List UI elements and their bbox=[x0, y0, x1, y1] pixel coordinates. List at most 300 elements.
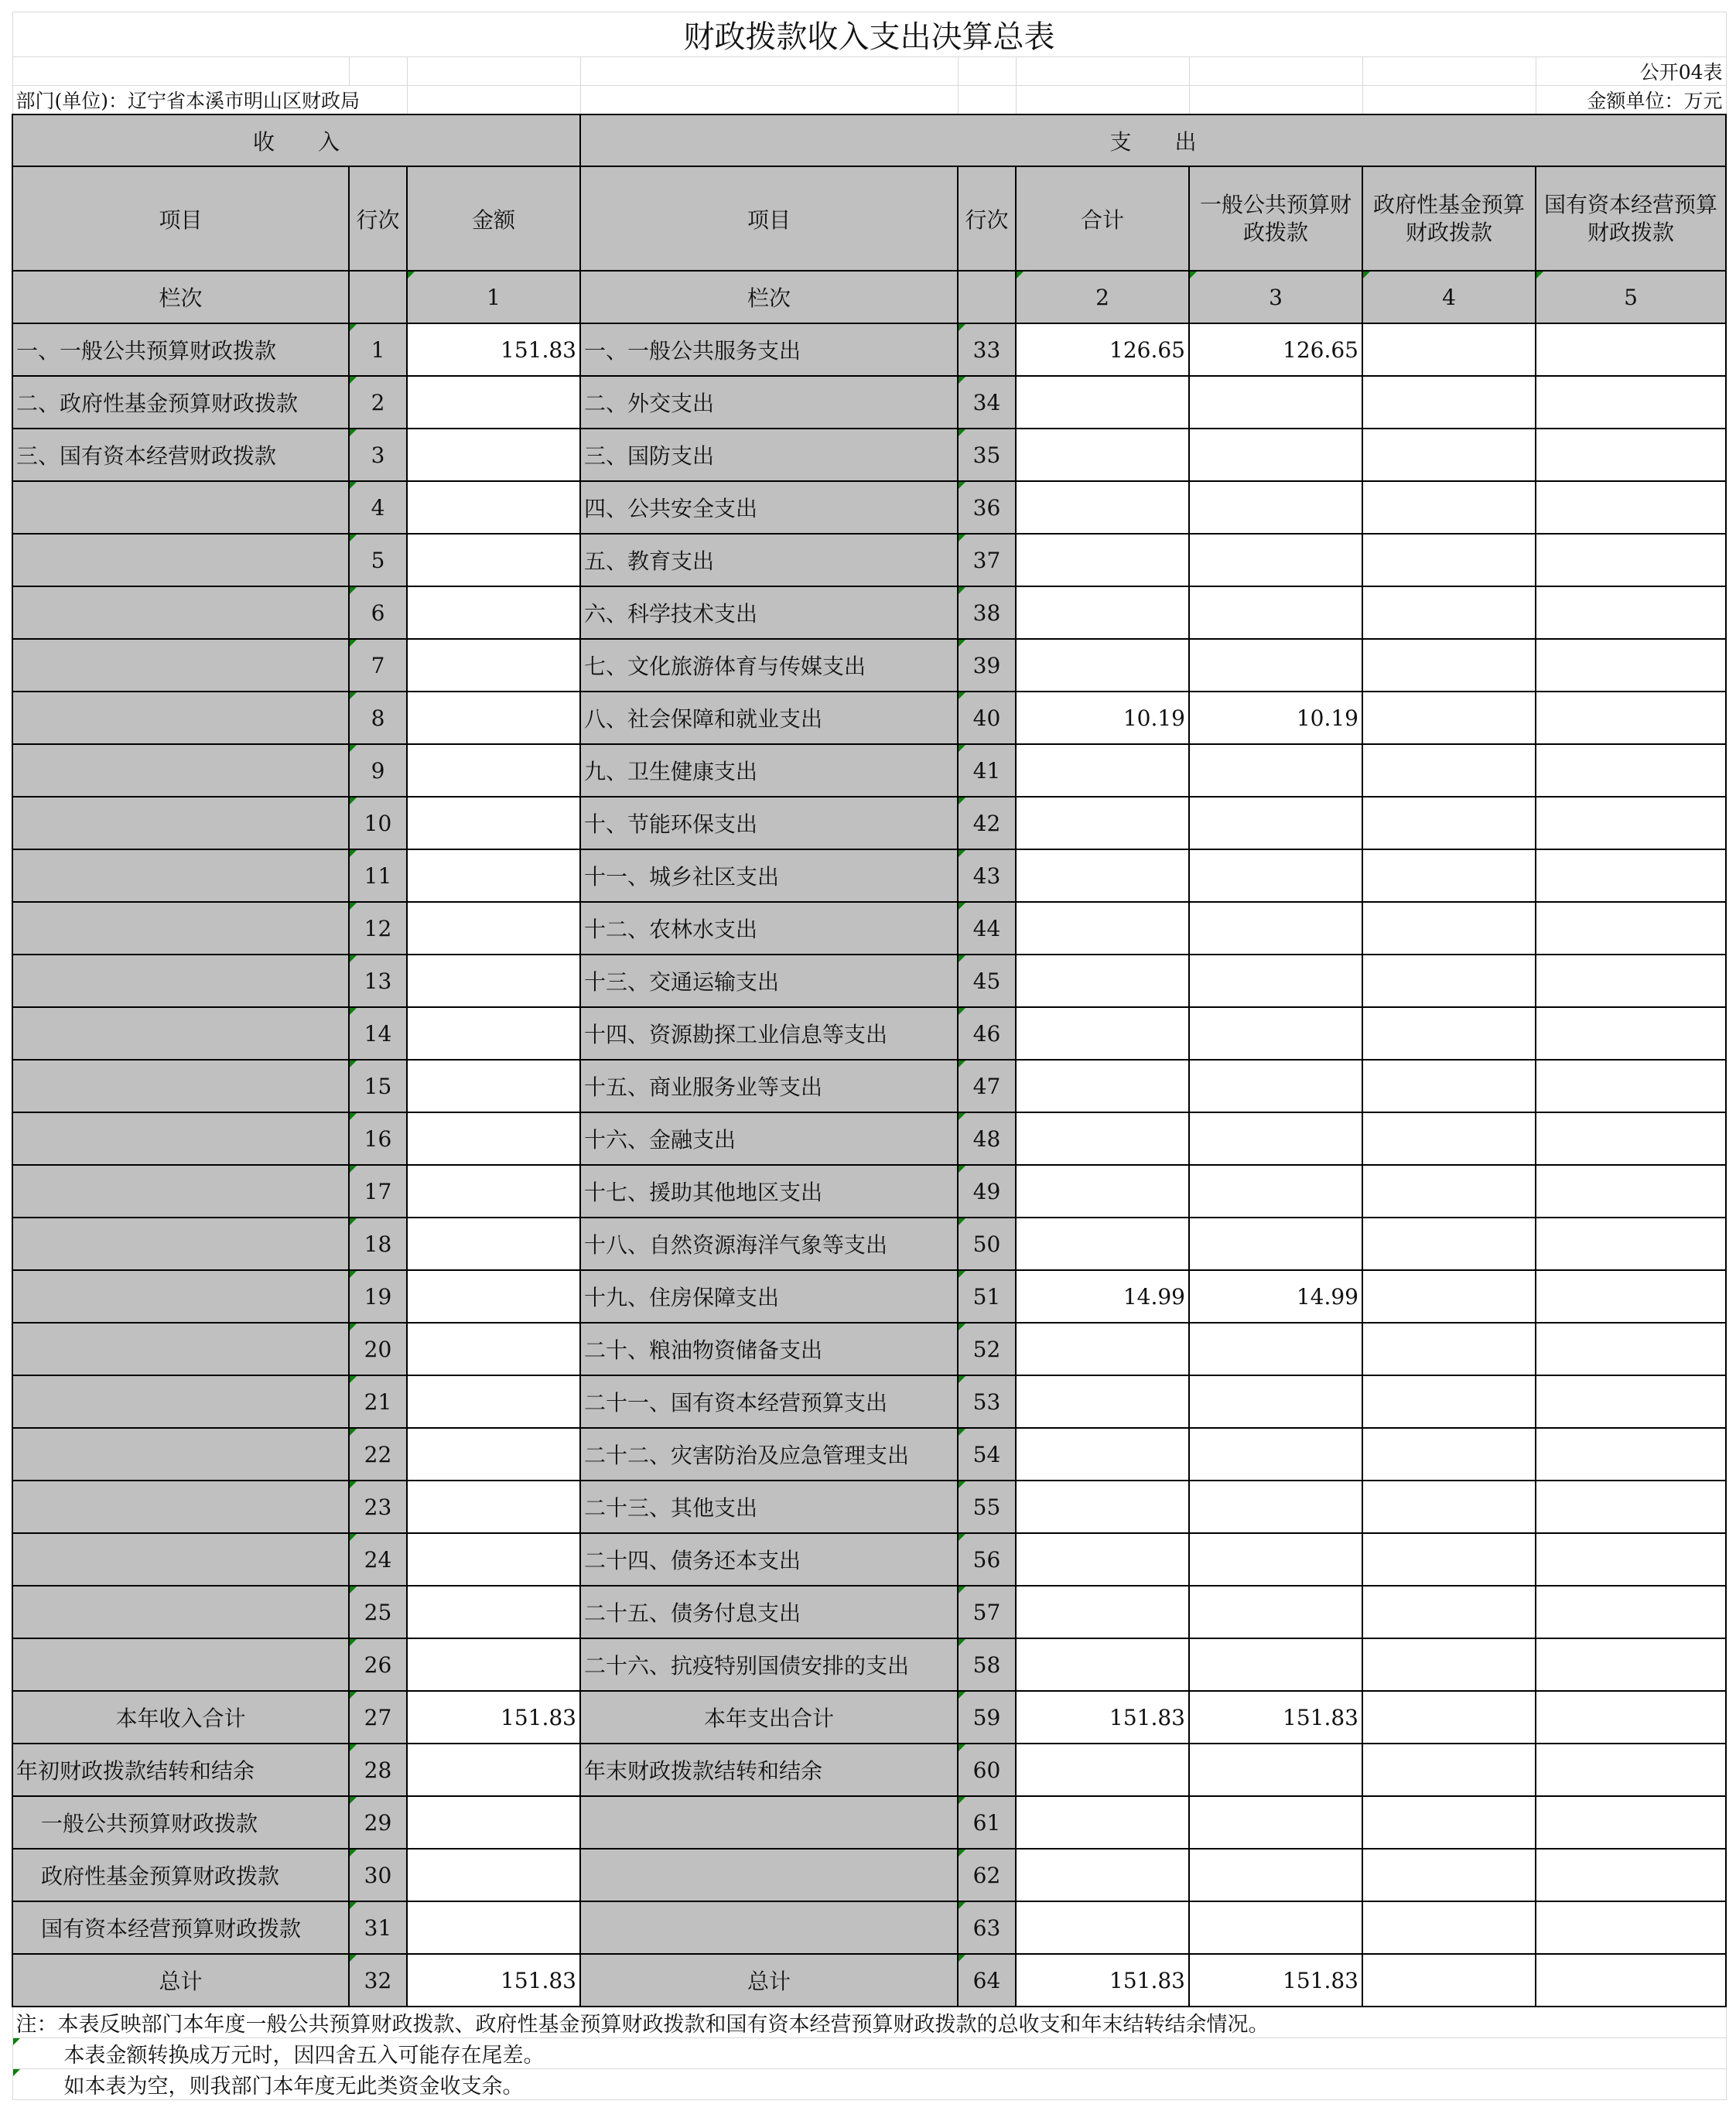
expense-line-no: 33 bbox=[958, 323, 1016, 376]
income-item bbox=[12, 586, 349, 639]
expense-item: 三、国防支出 bbox=[580, 429, 958, 481]
income-item: 三、国有资本经营财政拨款 bbox=[12, 429, 349, 481]
col-index-label: 栏次 bbox=[12, 271, 349, 323]
income-item bbox=[12, 1428, 349, 1481]
income-amount[interactable]: 151.83 bbox=[407, 1691, 580, 1744]
expense-fund-budget[interactable] bbox=[1362, 534, 1536, 586]
expense-fund-budget[interactable] bbox=[1362, 1165, 1536, 1218]
expense-total[interactable] bbox=[1016, 1323, 1189, 1375]
expense-total[interactable] bbox=[1016, 1165, 1189, 1218]
expense-fund-budget[interactable] bbox=[1362, 1533, 1536, 1586]
income-line-no: 23 bbox=[349, 1481, 407, 1533]
expense-state-capital[interactable] bbox=[1536, 1533, 1726, 1586]
table-row bbox=[12, 429, 1726, 481]
table-row bbox=[12, 1165, 1726, 1218]
expense-line-no: 42 bbox=[958, 797, 1016, 849]
expense-general-budget[interactable]: 151.83 bbox=[1189, 1691, 1362, 1744]
expense-item: 二十五、债务付息支出 bbox=[580, 1586, 958, 1638]
note-line: 如本表为空，则我部门本年度无此类资金收支余。 bbox=[12, 2069, 1726, 2100]
table-row bbox=[12, 744, 1726, 797]
income-line-no: 28 bbox=[349, 1744, 407, 1796]
expense-fund-budget[interactable] bbox=[1362, 1481, 1536, 1533]
income-item: 二、政府性基金预算财政拨款 bbox=[12, 376, 349, 429]
income-item bbox=[12, 797, 349, 849]
expense-total[interactable] bbox=[1016, 1060, 1189, 1112]
expense-fund-budget[interactable] bbox=[1362, 1060, 1536, 1112]
expense-fund-budget[interactable] bbox=[1362, 1954, 1536, 2007]
income-amount[interactable] bbox=[407, 1481, 580, 1533]
expense-total[interactable] bbox=[1016, 1586, 1189, 1638]
expense-general-budget[interactable] bbox=[1189, 902, 1362, 955]
expense-total[interactable] bbox=[1016, 1481, 1189, 1533]
col-index-blank bbox=[349, 271, 407, 323]
income-line-no: 25 bbox=[349, 1586, 407, 1638]
expense-state-capital[interactable] bbox=[1536, 534, 1726, 586]
income-item: 政府性基金预算财政拨款 bbox=[12, 1849, 349, 1901]
income-amount[interactable] bbox=[407, 1849, 580, 1901]
income-amount[interactable] bbox=[407, 534, 580, 586]
income-item: 年初财政拨款结转和结余 bbox=[12, 1744, 349, 1796]
expense-total[interactable] bbox=[1016, 1533, 1189, 1586]
expense-line-no: 47 bbox=[958, 1060, 1016, 1112]
income-item bbox=[12, 1060, 349, 1112]
expense-item: 十四、资源勘探工业信息等支出 bbox=[580, 1007, 958, 1060]
income-item bbox=[12, 1638, 349, 1691]
income-amount[interactable] bbox=[407, 1638, 580, 1691]
income-line-no: 4 bbox=[349, 481, 407, 534]
expense-state-capital[interactable] bbox=[1536, 1849, 1726, 1901]
expense-state-capital[interactable] bbox=[1536, 1481, 1726, 1533]
expense-general-budget[interactable] bbox=[1189, 849, 1362, 902]
table-row bbox=[12, 1744, 1726, 1796]
expense-state-capital[interactable] bbox=[1536, 1060, 1726, 1112]
table-row bbox=[12, 1638, 1726, 1691]
expense-state-capital[interactable] bbox=[1536, 955, 1726, 1007]
expense-state-capital[interactable] bbox=[1536, 1744, 1726, 1796]
table-row bbox=[12, 1691, 1726, 1744]
table-row bbox=[12, 797, 1726, 849]
income-amount[interactable] bbox=[407, 1165, 580, 1218]
income-amount[interactable] bbox=[407, 902, 580, 955]
expense-total[interactable] bbox=[1016, 534, 1189, 586]
department-label: 部门(单位)：辽宁省本溪市明山区财政局 bbox=[12, 86, 407, 115]
table-row bbox=[12, 1218, 1726, 1270]
income-amount[interactable] bbox=[407, 692, 580, 744]
income-amount[interactable]: 151.83 bbox=[407, 1954, 580, 2007]
income-amount[interactable] bbox=[407, 1586, 580, 1638]
expense-total[interactable] bbox=[1016, 1796, 1189, 1849]
income-line-no: 14 bbox=[349, 1007, 407, 1060]
expense-general-budget[interactable] bbox=[1189, 534, 1362, 586]
table-row bbox=[12, 481, 1726, 534]
income-amount[interactable] bbox=[407, 1428, 580, 1481]
expense-total[interactable] bbox=[1016, 849, 1189, 902]
col-header-state-capital: 国有资本经营预算财政拨款 bbox=[1536, 166, 1726, 271]
expense-total[interactable] bbox=[1016, 902, 1189, 955]
income-line-no: 32 bbox=[349, 1954, 407, 2007]
expense-line-no: 48 bbox=[958, 1112, 1016, 1165]
expense-line-no: 58 bbox=[958, 1638, 1016, 1691]
col-header-income-amount: 金额 bbox=[407, 166, 580, 271]
income-item bbox=[12, 692, 349, 744]
expense-line-no: 63 bbox=[958, 1901, 1016, 1954]
expense-item: 十八、自然资源海洋气象等支出 bbox=[580, 1218, 958, 1270]
spreadsheet bbox=[12, 12, 1725, 2100]
income-line-no: 7 bbox=[349, 639, 407, 692]
col-index-5: 5 bbox=[1536, 271, 1726, 323]
income-item bbox=[12, 849, 349, 902]
expense-line-no: 54 bbox=[958, 1428, 1016, 1481]
expense-item: 五、教育支出 bbox=[580, 534, 958, 586]
expense-line-no: 52 bbox=[958, 1323, 1016, 1375]
expense-fund-budget[interactable] bbox=[1362, 1112, 1536, 1165]
expense-total[interactable] bbox=[1016, 1849, 1189, 1901]
expense-item: 二十三、其他支出 bbox=[580, 1481, 958, 1533]
expense-item bbox=[580, 1849, 958, 1901]
expense-item: 十二、农林水支出 bbox=[580, 902, 958, 955]
expense-general-budget[interactable] bbox=[1189, 1901, 1362, 1954]
expense-fund-budget[interactable] bbox=[1362, 1691, 1536, 1744]
expense-line-no: 50 bbox=[958, 1218, 1016, 1270]
expense-line-no: 61 bbox=[958, 1796, 1016, 1849]
expense-general-budget[interactable]: 126.65 bbox=[1189, 323, 1362, 376]
table-row bbox=[12, 1954, 1726, 2007]
income-amount[interactable] bbox=[407, 955, 580, 1007]
table-row bbox=[12, 1481, 1726, 1533]
expense-fund-budget[interactable] bbox=[1362, 1796, 1536, 1849]
income-amount[interactable] bbox=[407, 429, 580, 481]
expense-line-no: 51 bbox=[958, 1270, 1016, 1323]
table-row bbox=[12, 1586, 1726, 1638]
expense-total[interactable]: 126.65 bbox=[1016, 323, 1189, 376]
expense-general-budget[interactable] bbox=[1189, 1533, 1362, 1586]
income-line-no: 12 bbox=[349, 902, 407, 955]
expense-fund-budget[interactable] bbox=[1362, 692, 1536, 744]
expense-general-budget[interactable]: 151.83 bbox=[1189, 1954, 1362, 2007]
expense-fund-budget[interactable] bbox=[1362, 902, 1536, 955]
expense-item: 十九、住房保障支出 bbox=[580, 1270, 958, 1323]
table-row bbox=[12, 586, 1726, 639]
expense-fund-budget[interactable] bbox=[1362, 1849, 1536, 1901]
expense-total[interactable] bbox=[1016, 955, 1189, 1007]
expense-general-budget[interactable] bbox=[1189, 376, 1362, 429]
expense-state-capital[interactable] bbox=[1536, 744, 1726, 797]
expense-line-no: 34 bbox=[958, 376, 1016, 429]
income-line-no: 10 bbox=[349, 797, 407, 849]
expense-item: 本年支出合计 bbox=[580, 1691, 958, 1744]
expense-item: 四、公共安全支出 bbox=[580, 481, 958, 534]
expense-line-no: 64 bbox=[958, 1954, 1016, 2007]
income-amount[interactable] bbox=[407, 1007, 580, 1060]
expense-item: 总计 bbox=[580, 1954, 958, 2007]
expense-general-budget[interactable] bbox=[1189, 744, 1362, 797]
expense-total[interactable] bbox=[1016, 744, 1189, 797]
expense-state-capital[interactable] bbox=[1536, 1218, 1726, 1270]
income-line-no: 22 bbox=[349, 1428, 407, 1481]
income-item bbox=[12, 639, 349, 692]
income-line-no: 31 bbox=[349, 1901, 407, 1954]
expense-item: 十三、交通运输支出 bbox=[580, 955, 958, 1007]
expense-item: 八、社会保障和就业支出 bbox=[580, 692, 958, 744]
expense-general-budget[interactable] bbox=[1189, 429, 1362, 481]
expense-general-budget[interactable] bbox=[1189, 1323, 1362, 1375]
income-line-no: 9 bbox=[349, 744, 407, 797]
table-row bbox=[12, 1323, 1726, 1375]
col-index-2: 2 bbox=[1016, 271, 1189, 323]
expense-general-budget[interactable] bbox=[1189, 955, 1362, 1007]
expense-fund-budget[interactable] bbox=[1362, 797, 1536, 849]
income-amount[interactable] bbox=[407, 1375, 580, 1428]
table-row bbox=[12, 1849, 1726, 1901]
income-amount[interactable] bbox=[407, 797, 580, 849]
expense-state-capital[interactable] bbox=[1536, 692, 1726, 744]
expense-state-capital[interactable] bbox=[1536, 639, 1726, 692]
expense-item bbox=[580, 1796, 958, 1849]
expense-general-budget[interactable] bbox=[1189, 1428, 1362, 1481]
expense-general-budget[interactable] bbox=[1189, 1796, 1362, 1849]
expense-line-no: 36 bbox=[958, 481, 1016, 534]
expense-state-capital[interactable] bbox=[1536, 849, 1726, 902]
expense-line-no: 56 bbox=[958, 1533, 1016, 1586]
table-row bbox=[12, 1375, 1726, 1428]
expense-fund-budget[interactable] bbox=[1362, 586, 1536, 639]
income-line-no: 11 bbox=[349, 849, 407, 902]
expense-total[interactable]: 14.99 bbox=[1016, 1270, 1189, 1323]
expense-state-capital[interactable] bbox=[1536, 1428, 1726, 1481]
expense-general-budget[interactable] bbox=[1189, 1112, 1362, 1165]
expense-general-budget[interactable] bbox=[1189, 1165, 1362, 1218]
expense-state-capital[interactable] bbox=[1536, 1954, 1726, 2007]
expense-total[interactable] bbox=[1016, 429, 1189, 481]
income-amount[interactable] bbox=[407, 1744, 580, 1796]
income-amount[interactable]: 151.83 bbox=[407, 323, 580, 376]
expense-state-capital[interactable] bbox=[1536, 1323, 1726, 1375]
form-number: 公开04表 bbox=[1536, 57, 1726, 86]
expense-item: 二十二、灾害防治及应急管理支出 bbox=[580, 1428, 958, 1481]
income-amount[interactable] bbox=[407, 481, 580, 534]
expense-state-capital[interactable] bbox=[1536, 429, 1726, 481]
expense-fund-budget[interactable] bbox=[1362, 1586, 1536, 1638]
expense-total[interactable] bbox=[1016, 1218, 1189, 1270]
income-amount[interactable] bbox=[407, 1270, 580, 1323]
income-line-no: 29 bbox=[349, 1796, 407, 1849]
col-index-4: 4 bbox=[1362, 271, 1536, 323]
col-index-blank-expense bbox=[958, 271, 1016, 323]
income-item bbox=[12, 1586, 349, 1638]
expense-general-budget[interactable] bbox=[1189, 1744, 1362, 1796]
table-row bbox=[12, 534, 1726, 586]
expense-state-capital[interactable] bbox=[1536, 323, 1726, 376]
expense-total[interactable] bbox=[1016, 1375, 1189, 1428]
expense-item bbox=[580, 1901, 958, 1954]
col-header-income-line: 行次 bbox=[349, 166, 407, 271]
expense-total[interactable] bbox=[1016, 376, 1189, 429]
income-line-no: 2 bbox=[349, 376, 407, 429]
expense-fund-budget[interactable] bbox=[1362, 1375, 1536, 1428]
expense-general-budget[interactable] bbox=[1189, 586, 1362, 639]
expense-fund-budget[interactable] bbox=[1362, 323, 1536, 376]
expense-line-no: 59 bbox=[958, 1691, 1016, 1744]
expense-fund-budget[interactable] bbox=[1362, 955, 1536, 1007]
income-line-no: 6 bbox=[349, 586, 407, 639]
table-row bbox=[12, 1007, 1726, 1060]
income-amount[interactable] bbox=[407, 1796, 580, 1849]
expense-general-budget[interactable] bbox=[1189, 1849, 1362, 1901]
expense-line-no: 39 bbox=[958, 639, 1016, 692]
expense-total[interactable] bbox=[1016, 481, 1189, 534]
income-item: 一般公共预算财政拨款 bbox=[12, 1796, 349, 1849]
income-item: 本年收入合计 bbox=[12, 1691, 349, 1744]
expense-line-no: 62 bbox=[958, 1849, 1016, 1901]
income-item bbox=[12, 1375, 349, 1428]
col-index-3: 3 bbox=[1189, 271, 1362, 323]
table-row bbox=[12, 1796, 1726, 1849]
income-item bbox=[12, 1165, 349, 1218]
expense-general-budget[interactable] bbox=[1189, 1586, 1362, 1638]
income-item bbox=[12, 744, 349, 797]
expense-general-budget[interactable]: 14.99 bbox=[1189, 1270, 1362, 1323]
expense-total[interactable] bbox=[1016, 1428, 1189, 1481]
table-row bbox=[12, 1533, 1726, 1586]
income-line-no: 3 bbox=[349, 429, 407, 481]
expense-state-capital[interactable] bbox=[1536, 586, 1726, 639]
table-row bbox=[12, 376, 1726, 429]
expense-general-budget[interactable] bbox=[1189, 1218, 1362, 1270]
expense-fund-budget[interactable] bbox=[1362, 744, 1536, 797]
note-line: 本表金额转换成万元时，因四舍五入可能存在尾差。 bbox=[12, 2038, 1726, 2069]
expense-total[interactable] bbox=[1016, 639, 1189, 692]
income-line-no: 26 bbox=[349, 1638, 407, 1691]
expense-total[interactable]: 151.83 bbox=[1016, 1954, 1189, 2007]
expense-state-capital[interactable] bbox=[1536, 1007, 1726, 1060]
income-amount[interactable] bbox=[407, 1060, 580, 1112]
expense-general-budget[interactable]: 10.19 bbox=[1189, 692, 1362, 744]
expense-item: 十五、商业服务业等支出 bbox=[580, 1060, 958, 1112]
expense-general-budget[interactable] bbox=[1189, 1481, 1362, 1533]
expense-general-budget[interactable] bbox=[1189, 797, 1362, 849]
expense-item: 七、文化旅游体育与传媒支出 bbox=[580, 639, 958, 692]
income-line-no: 1 bbox=[349, 323, 407, 376]
expense-fund-budget[interactable] bbox=[1362, 376, 1536, 429]
expense-state-capital[interactable] bbox=[1536, 902, 1726, 955]
expense-state-capital[interactable] bbox=[1536, 1796, 1726, 1849]
income-line-no: 16 bbox=[349, 1112, 407, 1165]
expense-fund-budget[interactable] bbox=[1362, 1901, 1536, 1954]
income-amount[interactable] bbox=[407, 744, 580, 797]
expense-state-capital[interactable] bbox=[1536, 1586, 1726, 1638]
expense-total[interactable]: 151.83 bbox=[1016, 1691, 1189, 1744]
expense-state-capital[interactable] bbox=[1536, 1112, 1726, 1165]
income-amount[interactable] bbox=[407, 376, 580, 429]
expense-total[interactable] bbox=[1016, 1007, 1189, 1060]
expense-item: 六、科学技术支出 bbox=[580, 586, 958, 639]
income-item bbox=[12, 955, 349, 1007]
income-item: 一、一般公共预算财政拨款 bbox=[12, 323, 349, 376]
expense-item: 二、外交支出 bbox=[580, 376, 958, 429]
income-item bbox=[12, 1007, 349, 1060]
income-amount[interactable] bbox=[407, 1323, 580, 1375]
amount-unit-label: 金额单位：万元 bbox=[1536, 86, 1726, 115]
expense-fund-budget[interactable] bbox=[1362, 1428, 1536, 1481]
expense-line-no: 43 bbox=[958, 849, 1016, 902]
income-amount[interactable] bbox=[407, 1901, 580, 1954]
expense-line-no: 53 bbox=[958, 1375, 1016, 1428]
income-amount[interactable] bbox=[407, 1218, 580, 1270]
income-line-no: 18 bbox=[349, 1218, 407, 1270]
expense-state-capital[interactable] bbox=[1536, 1375, 1726, 1428]
expense-fund-budget[interactable] bbox=[1362, 1638, 1536, 1691]
expense-state-capital[interactable] bbox=[1536, 376, 1726, 429]
expense-item: 九、卫生健康支出 bbox=[580, 744, 958, 797]
expense-fund-budget[interactable] bbox=[1362, 849, 1536, 902]
expense-general-budget[interactable] bbox=[1189, 1375, 1362, 1428]
expense-general-budget[interactable] bbox=[1189, 1060, 1362, 1112]
expense-state-capital[interactable] bbox=[1536, 1901, 1726, 1954]
expense-general-budget[interactable] bbox=[1189, 1007, 1362, 1060]
col-header-expense-line: 行次 bbox=[958, 166, 1016, 271]
expense-state-capital[interactable] bbox=[1536, 797, 1726, 849]
report-table bbox=[12, 12, 1727, 2100]
expense-general-budget[interactable] bbox=[1189, 1638, 1362, 1691]
expense-line-no: 60 bbox=[958, 1744, 1016, 1796]
income-line-no: 30 bbox=[349, 1849, 407, 1901]
income-amount[interactable] bbox=[407, 586, 580, 639]
income-line-no: 8 bbox=[349, 692, 407, 744]
expense-line-no: 44 bbox=[958, 902, 1016, 955]
income-item bbox=[12, 534, 349, 586]
expense-line-no: 55 bbox=[958, 1481, 1016, 1533]
expense-line-no: 49 bbox=[958, 1165, 1016, 1218]
expense-line-no: 46 bbox=[958, 1007, 1016, 1060]
income-amount[interactable] bbox=[407, 639, 580, 692]
expense-general-budget[interactable] bbox=[1189, 639, 1362, 692]
expense-fund-budget[interactable] bbox=[1362, 1007, 1536, 1060]
expense-fund-budget[interactable] bbox=[1362, 429, 1536, 481]
expense-section-header: 支 出 bbox=[580, 114, 1726, 166]
expense-state-capital[interactable] bbox=[1536, 1691, 1726, 1744]
income-item bbox=[12, 1323, 349, 1375]
expense-fund-budget[interactable] bbox=[1362, 1218, 1536, 1270]
expense-fund-budget[interactable] bbox=[1362, 1744, 1536, 1796]
col-index-label-expense: 栏次 bbox=[580, 271, 958, 323]
expense-item: 十一、城乡社区支出 bbox=[580, 849, 958, 902]
expense-state-capital[interactable] bbox=[1536, 1270, 1726, 1323]
expense-total[interactable]: 10.19 bbox=[1016, 692, 1189, 744]
expense-state-capital[interactable] bbox=[1536, 1638, 1726, 1691]
expense-total[interactable] bbox=[1016, 1638, 1189, 1691]
expense-total[interactable] bbox=[1016, 1744, 1189, 1796]
income-amount[interactable] bbox=[407, 1112, 580, 1165]
expense-state-capital[interactable] bbox=[1536, 481, 1726, 534]
table-row bbox=[12, 1060, 1726, 1112]
expense-state-capital[interactable] bbox=[1536, 1165, 1726, 1218]
expense-fund-budget[interactable] bbox=[1362, 1323, 1536, 1375]
expense-general-budget[interactable] bbox=[1189, 481, 1362, 534]
expense-fund-budget[interactable] bbox=[1362, 481, 1536, 534]
expense-item: 十六、金融支出 bbox=[580, 1112, 958, 1165]
col-header-expense-item: 项目 bbox=[580, 166, 958, 271]
income-amount[interactable] bbox=[407, 1533, 580, 1586]
expense-total[interactable] bbox=[1016, 1901, 1189, 1954]
expense-total[interactable] bbox=[1016, 586, 1189, 639]
expense-total[interactable] bbox=[1016, 1112, 1189, 1165]
col-header-fund-budget: 政府性基金预算财政拨款 bbox=[1362, 166, 1536, 271]
expense-fund-budget[interactable] bbox=[1362, 639, 1536, 692]
expense-fund-budget[interactable] bbox=[1362, 1270, 1536, 1323]
income-amount[interactable] bbox=[407, 849, 580, 902]
expense-total[interactable] bbox=[1016, 797, 1189, 849]
income-line-no: 20 bbox=[349, 1323, 407, 1375]
